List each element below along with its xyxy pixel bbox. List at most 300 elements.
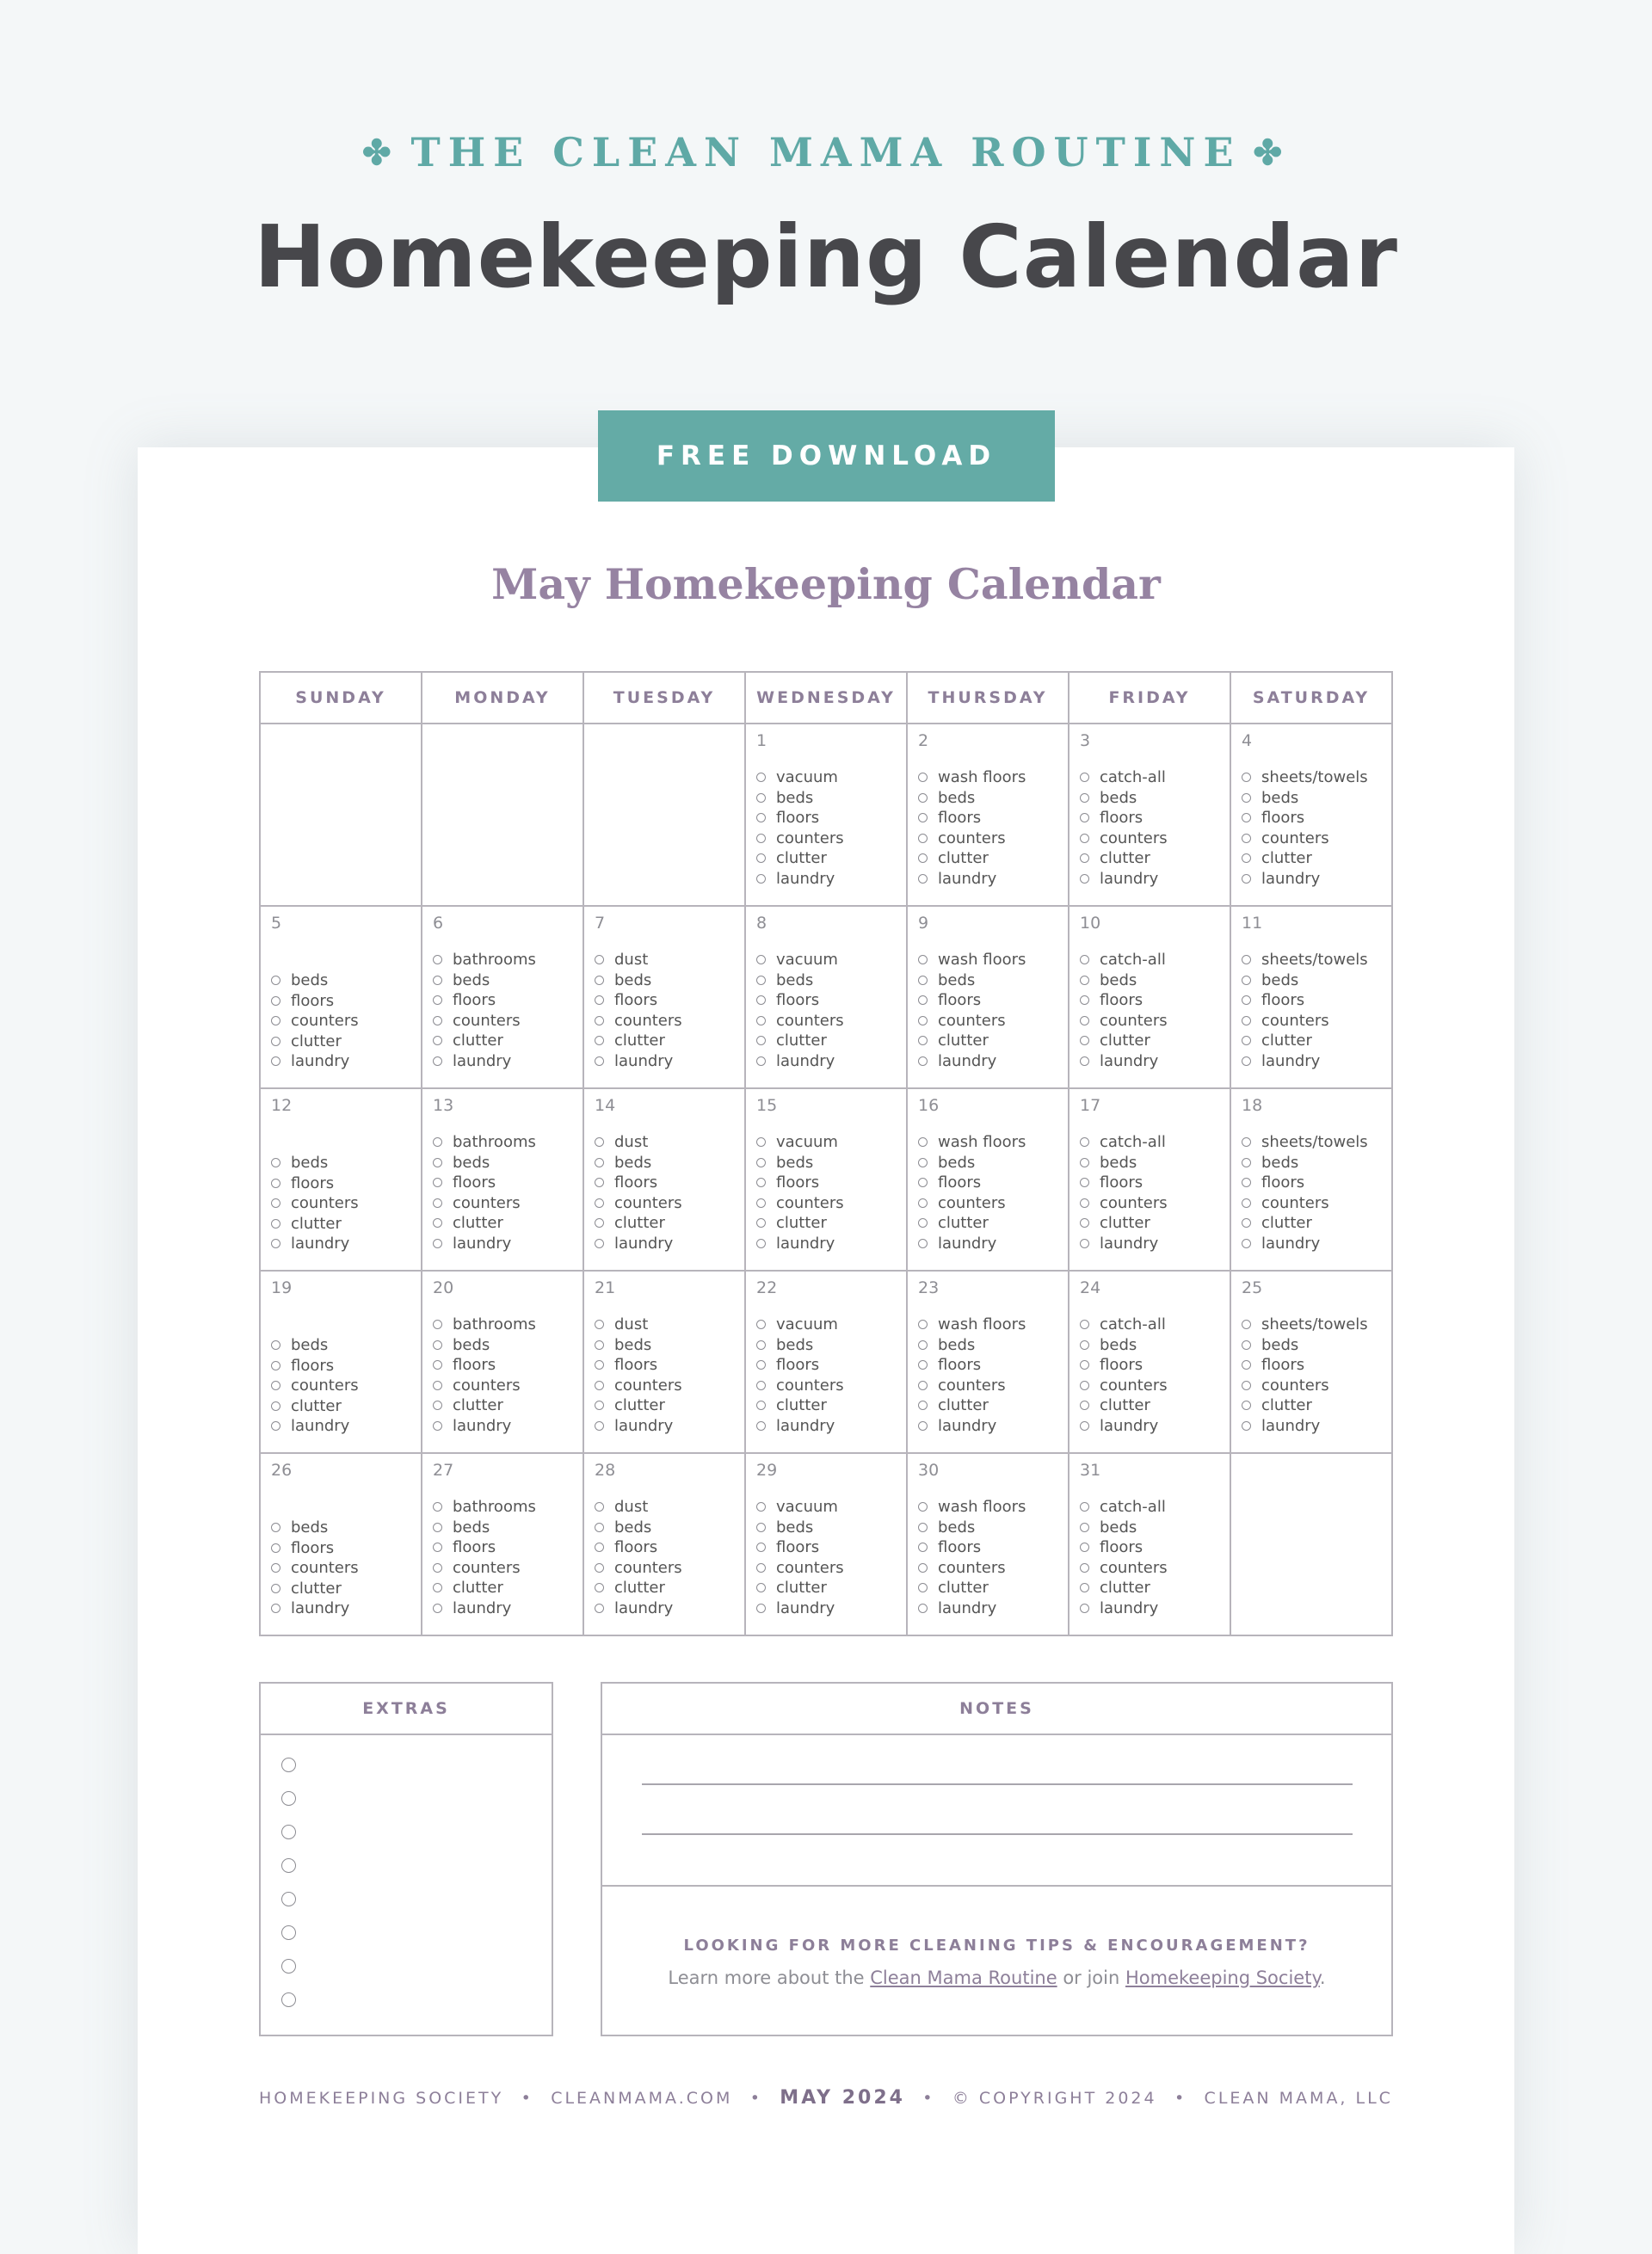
task-item[interactable] [756,1051,844,1072]
checkbox-circle-icon[interactable] [1080,1158,1089,1167]
task-item[interactable] [1080,1416,1168,1437]
task-item[interactable] [1242,1376,1368,1396]
task-item[interactable] [433,1173,536,1193]
task-item[interactable] [1080,869,1168,890]
task-item[interactable] [918,1335,1026,1356]
task-item[interactable] [756,1416,844,1437]
checkbox-circle-icon[interactable] [595,1056,604,1066]
task-item[interactable] [433,1051,536,1072]
task-item[interactable] [595,1173,682,1193]
checkbox-circle-icon[interactable] [433,1604,442,1613]
task-item[interactable] [918,1173,1026,1193]
task-item[interactable] [595,1355,682,1376]
checkbox-circle-icon[interactable] [918,1502,928,1512]
checkbox-circle-icon[interactable] [1242,773,1251,782]
task-item[interactable] [756,1497,844,1518]
task-item[interactable] [1080,970,1168,991]
task-item[interactable] [1242,1213,1368,1234]
checkbox-circle-icon[interactable] [595,1421,604,1431]
task-item[interactable] [595,1395,682,1416]
checkbox-circle-icon[interactable] [595,1340,604,1350]
task-item[interactable] [918,788,1026,809]
checkbox-circle-icon[interactable] [756,1239,766,1248]
checkbox-circle-icon[interactable] [433,976,442,985]
task-item[interactable] [918,970,1026,991]
task-item[interactable] [433,1537,536,1558]
checkbox-circle-icon[interactable] [756,1036,766,1045]
task-item[interactable] [918,848,1026,869]
checkbox-circle-icon[interactable] [433,1320,442,1329]
checkbox-circle-icon[interactable] [433,1056,442,1066]
task-item[interactable] [1080,848,1168,869]
task-item[interactable] [1242,1173,1368,1193]
task-item[interactable] [1080,1355,1168,1376]
task-item[interactable] [918,1395,1026,1416]
task-item[interactable] [1080,1376,1168,1396]
checkbox-circle-icon[interactable] [271,1037,280,1046]
checkbox-circle-icon[interactable] [918,773,928,782]
homekeeping-society-link[interactable]: Homekeeping Society [1125,1968,1320,1988]
checkbox-circle-icon[interactable] [918,1523,928,1532]
checkbox-circle-icon[interactable] [1242,813,1251,822]
checkbox-circle-icon[interactable] [1242,1137,1251,1147]
task-item[interactable] [271,1335,359,1356]
task-item[interactable] [918,828,1026,849]
checkbox-circle-icon[interactable] [918,976,928,985]
task-item[interactable] [433,990,536,1011]
checkbox-circle-icon[interactable] [1080,773,1089,782]
checkbox-circle-icon[interactable] [756,976,766,985]
task-item[interactable] [595,990,682,1011]
checkbox-circle-icon[interactable] [271,1340,280,1350]
checkbox-circle-icon[interactable] [756,813,766,822]
task-item[interactable] [1242,1355,1368,1376]
task-item[interactable] [918,1132,1026,1153]
checkbox-circle-icon[interactable] [1242,1178,1251,1187]
checkbox-circle-icon[interactable] [271,1219,280,1229]
checkbox-circle-icon[interactable] [271,976,280,985]
checkbox-circle-icon[interactable] [595,1381,604,1390]
checkbox-circle-icon[interactable] [918,1198,928,1208]
checkbox-circle-icon[interactable] [595,995,604,1005]
checkbox-circle-icon[interactable] [756,1218,766,1228]
checkbox-circle-icon[interactable] [756,1583,766,1592]
checkbox-circle-icon[interactable] [918,1421,928,1431]
task-item[interactable] [1080,808,1168,828]
checkbox-circle-icon[interactable] [271,1158,280,1167]
checkbox-circle-icon[interactable] [433,1198,442,1208]
checkbox-circle-icon[interactable] [1080,1604,1089,1613]
extras-checkbox-icon[interactable] [281,1758,296,1772]
checkbox-circle-icon[interactable] [1242,853,1251,863]
task-item[interactable] [1242,1132,1368,1153]
extras-checkbox-icon[interactable] [281,1959,296,1974]
extras-checkbox-icon[interactable] [281,1858,296,1873]
checkbox-circle-icon[interactable] [756,1198,766,1208]
task-item[interactable] [918,767,1026,788]
task-item[interactable] [271,1356,359,1376]
task-item[interactable] [1080,1234,1168,1254]
task-item[interactable] [1242,1031,1368,1051]
task-item[interactable] [433,950,536,970]
task-item[interactable] [756,828,844,849]
task-item[interactable] [433,1193,536,1214]
checkbox-circle-icon[interactable] [271,1016,280,1025]
task-item[interactable] [1242,1234,1368,1254]
checkbox-circle-icon[interactable] [1080,853,1089,863]
checkbox-circle-icon[interactable] [433,1502,442,1512]
task-item[interactable] [433,1598,536,1619]
checkbox-circle-icon[interactable] [918,1604,928,1613]
checkbox-circle-icon[interactable] [756,1137,766,1147]
checkbox-circle-icon[interactable] [918,1583,928,1592]
task-item[interactable] [756,950,844,970]
task-item[interactable] [433,1497,536,1518]
task-item[interactable] [1080,1193,1168,1214]
task-item[interactable] [595,1416,682,1437]
checkbox-circle-icon[interactable] [271,1543,280,1553]
checkbox-circle-icon[interactable] [756,1158,766,1167]
task-item[interactable] [918,1558,1026,1579]
task-item[interactable] [1242,788,1368,809]
task-item[interactable] [595,1051,682,1072]
task-item[interactable] [595,1193,682,1214]
checkbox-circle-icon[interactable] [433,1543,442,1552]
checkbox-circle-icon[interactable] [1080,1137,1089,1147]
checkbox-circle-icon[interactable] [271,1604,280,1613]
checkbox-circle-icon[interactable] [918,1401,928,1410]
task-item[interactable] [1080,1051,1168,1072]
checkbox-circle-icon[interactable] [595,1502,604,1512]
task-item[interactable] [433,1315,536,1335]
task-item[interactable] [595,1376,682,1396]
task-item[interactable] [271,1538,359,1559]
checkbox-circle-icon[interactable] [1242,1421,1251,1431]
checkbox-circle-icon[interactable] [1242,1320,1251,1329]
checkbox-circle-icon[interactable] [756,1502,766,1512]
task-item[interactable] [433,1011,536,1032]
checkbox-circle-icon[interactable] [1080,1583,1089,1592]
checkbox-circle-icon[interactable] [1080,813,1089,822]
checkbox-circle-icon[interactable] [433,1239,442,1248]
checkbox-circle-icon[interactable] [918,1340,928,1350]
checkbox-circle-icon[interactable] [756,1178,766,1187]
task-item[interactable] [595,1558,682,1579]
task-item[interactable] [918,1031,1026,1051]
checkbox-circle-icon[interactable] [433,1360,442,1370]
task-item[interactable] [1242,1051,1368,1072]
checkbox-circle-icon[interactable] [1080,1360,1089,1370]
checkbox-circle-icon[interactable] [1080,995,1089,1005]
checkbox-circle-icon[interactable] [595,976,604,985]
task-item[interactable] [1242,828,1368,849]
checkbox-circle-icon[interactable] [271,1584,280,1593]
checkbox-circle-icon[interactable] [433,1563,442,1573]
task-item[interactable] [1080,828,1168,849]
task-item[interactable] [271,1598,359,1619]
task-item[interactable] [595,1497,682,1518]
task-item[interactable] [918,1578,1026,1598]
task-item[interactable] [433,1335,536,1356]
task-item[interactable] [433,1153,536,1173]
task-item[interactable] [1080,1578,1168,1598]
task-item[interactable] [271,1193,359,1214]
task-item[interactable] [756,1537,844,1558]
checkbox-circle-icon[interactable] [1242,1239,1251,1248]
checkbox-circle-icon[interactable] [918,1543,928,1552]
checkbox-circle-icon[interactable] [1242,1218,1251,1228]
task-item[interactable] [918,1051,1026,1072]
task-item[interactable] [756,1315,844,1335]
checkbox-circle-icon[interactable] [1080,1340,1089,1350]
task-item[interactable] [918,1497,1026,1518]
task-item[interactable] [756,869,844,890]
checkbox-circle-icon[interactable] [271,996,280,1006]
task-item[interactable] [271,1396,359,1417]
task-item[interactable] [1080,1011,1168,1032]
checkbox-circle-icon[interactable] [1242,1381,1251,1390]
task-item[interactable] [918,808,1026,828]
task-item[interactable] [1080,1518,1168,1538]
checkbox-circle-icon[interactable] [1080,1401,1089,1410]
task-item[interactable] [595,1132,682,1153]
checkbox-circle-icon[interactable] [271,1361,280,1370]
extras-checkbox-icon[interactable] [281,1992,296,2007]
checkbox-circle-icon[interactable] [756,1381,766,1390]
checkbox-circle-icon[interactable] [595,955,604,964]
checkbox-circle-icon[interactable] [918,955,928,964]
checkbox-circle-icon[interactable] [1080,1239,1089,1248]
checkbox-circle-icon[interactable] [1080,1523,1089,1532]
task-item[interactable] [756,1395,844,1416]
checkbox-circle-icon[interactable] [918,1563,928,1573]
checkbox-circle-icon[interactable] [756,1340,766,1350]
checkbox-circle-icon[interactable] [756,853,766,863]
extras-checkbox-icon[interactable] [281,1892,296,1906]
checkbox-circle-icon[interactable] [1242,1198,1251,1208]
checkbox-circle-icon[interactable] [595,1604,604,1613]
task-item[interactable] [271,1416,359,1437]
checkbox-circle-icon[interactable] [918,1036,928,1045]
task-item[interactable] [918,1518,1026,1538]
checkbox-circle-icon[interactable] [756,793,766,803]
checkbox-circle-icon[interactable] [1080,874,1089,884]
checkbox-circle-icon[interactable] [1242,874,1251,884]
task-item[interactable] [1080,1153,1168,1173]
task-item[interactable] [271,1011,359,1032]
task-item[interactable] [756,1355,844,1376]
checkbox-circle-icon[interactable] [1080,1056,1089,1066]
task-item[interactable] [595,1335,682,1356]
task-item[interactable] [433,1578,536,1598]
checkbox-circle-icon[interactable] [433,1137,442,1147]
checkbox-circle-icon[interactable] [433,1036,442,1045]
task-item[interactable] [271,1153,359,1173]
checkbox-circle-icon[interactable] [918,1320,928,1329]
task-item[interactable] [595,1011,682,1032]
checkbox-circle-icon[interactable] [1242,1158,1251,1167]
task-item[interactable] [1080,1537,1168,1558]
checkbox-circle-icon[interactable] [756,773,766,782]
task-item[interactable] [756,1234,844,1254]
checkbox-circle-icon[interactable] [433,1016,442,1025]
checkbox-circle-icon[interactable] [271,1401,280,1411]
task-item[interactable] [1080,788,1168,809]
task-item[interactable] [756,1173,844,1193]
task-item[interactable] [1242,1335,1368,1356]
checkbox-circle-icon[interactable] [1242,834,1251,843]
task-item[interactable] [756,1213,844,1234]
task-item[interactable] [1242,848,1368,869]
task-item[interactable] [918,1537,1026,1558]
checkbox-circle-icon[interactable] [1242,793,1251,803]
checkbox-circle-icon[interactable] [756,1543,766,1552]
task-item[interactable] [756,1153,844,1173]
task-item[interactable] [756,788,844,809]
checkbox-circle-icon[interactable] [1080,1381,1089,1390]
checkbox-circle-icon[interactable] [595,1360,604,1370]
checkbox-circle-icon[interactable] [756,1604,766,1613]
checkbox-circle-icon[interactable] [271,1381,280,1390]
task-item[interactable] [756,1193,844,1214]
checkbox-circle-icon[interactable] [1080,1421,1089,1431]
checkbox-circle-icon[interactable] [918,1239,928,1248]
task-item[interactable] [433,1031,536,1051]
task-item[interactable] [433,970,536,991]
task-item[interactable] [1242,1416,1368,1437]
checkbox-circle-icon[interactable] [918,1137,928,1147]
task-item[interactable] [595,1315,682,1335]
task-item[interactable] [1080,1497,1168,1518]
task-item[interactable] [271,1579,359,1599]
task-item[interactable] [1080,950,1168,970]
checkbox-circle-icon[interactable] [756,955,766,964]
checkbox-circle-icon[interactable] [433,955,442,964]
checkbox-circle-icon[interactable] [756,1563,766,1573]
task-item[interactable] [1080,1395,1168,1416]
task-item[interactable] [271,1558,359,1579]
task-item[interactable] [918,950,1026,970]
extras-checkbox-icon[interactable] [281,1925,296,1940]
checkbox-circle-icon[interactable] [433,1421,442,1431]
checkbox-circle-icon[interactable] [595,1137,604,1147]
task-item[interactable] [756,1598,844,1619]
task-item[interactable] [1242,990,1368,1011]
checkbox-circle-icon[interactable] [918,834,928,843]
checkbox-circle-icon[interactable] [433,1218,442,1228]
task-item[interactable] [756,1132,844,1153]
task-item[interactable] [1242,1315,1368,1335]
task-item[interactable] [918,1011,1026,1032]
task-item[interactable] [1080,1132,1168,1153]
task-item[interactable] [595,1031,682,1051]
checkbox-circle-icon[interactable] [1080,1218,1089,1228]
task-item[interactable] [918,1234,1026,1254]
checkbox-circle-icon[interactable] [595,1218,604,1228]
task-item[interactable] [1242,808,1368,828]
task-item[interactable] [271,1032,359,1052]
task-item[interactable] [433,1416,536,1437]
checkbox-circle-icon[interactable] [271,1523,280,1532]
task-item[interactable] [1080,1213,1168,1234]
checkbox-circle-icon[interactable] [918,1056,928,1066]
checkbox-circle-icon[interactable] [756,995,766,1005]
checkbox-circle-icon[interactable] [433,1583,442,1592]
checkbox-circle-icon[interactable] [756,1360,766,1370]
task-item[interactable] [271,1518,359,1538]
task-item[interactable] [1242,950,1368,970]
task-item[interactable] [595,1598,682,1619]
checkbox-circle-icon[interactable] [756,1056,766,1066]
checkbox-circle-icon[interactable] [1080,1016,1089,1025]
checkbox-circle-icon[interactable] [1242,995,1251,1005]
checkbox-circle-icon[interactable] [1080,793,1089,803]
checkbox-circle-icon[interactable] [1242,1056,1251,1066]
checkbox-circle-icon[interactable] [756,1016,766,1025]
checkbox-circle-icon[interactable] [433,1178,442,1187]
checkbox-circle-icon[interactable] [756,1401,766,1410]
checkbox-circle-icon[interactable] [595,1320,604,1329]
checkbox-circle-icon[interactable] [756,834,766,843]
checkbox-circle-icon[interactable] [1242,1036,1251,1045]
task-item[interactable] [595,1153,682,1173]
task-item[interactable] [756,1578,844,1598]
task-item[interactable] [756,767,844,788]
task-item[interactable] [918,990,1026,1011]
task-item[interactable] [756,848,844,869]
checkbox-circle-icon[interactable] [918,1158,928,1167]
task-item[interactable] [433,1355,536,1376]
task-item[interactable] [271,991,359,1012]
checkbox-circle-icon[interactable] [595,1563,604,1573]
task-item[interactable] [918,1315,1026,1335]
task-item[interactable] [1242,1395,1368,1416]
task-item[interactable] [918,1376,1026,1396]
checkbox-circle-icon[interactable] [918,1016,928,1025]
extras-checkbox-icon[interactable] [281,1791,296,1806]
task-item[interactable] [918,1213,1026,1234]
task-item[interactable] [756,1558,844,1579]
checkbox-circle-icon[interactable] [595,1401,604,1410]
checkbox-circle-icon[interactable] [433,1158,442,1167]
checkbox-circle-icon[interactable] [1242,1360,1251,1370]
checkbox-circle-icon[interactable] [1080,1320,1089,1329]
checkbox-circle-icon[interactable] [918,1178,928,1187]
task-item[interactable] [433,1234,536,1254]
checkbox-circle-icon[interactable] [1080,1036,1089,1045]
task-item[interactable] [918,1193,1026,1214]
task-item[interactable] [918,1355,1026,1376]
checkbox-circle-icon[interactable] [595,1036,604,1045]
task-item[interactable] [433,1558,536,1579]
checkbox-circle-icon[interactable] [1080,955,1089,964]
checkbox-circle-icon[interactable] [1080,1178,1089,1187]
checkbox-circle-icon[interactable] [595,1583,604,1592]
clean-mama-routine-link[interactable]: Clean Mama Routine [870,1968,1057,1988]
checkbox-circle-icon[interactable] [756,1320,766,1329]
task-item[interactable] [918,869,1026,890]
checkbox-circle-icon[interactable] [271,1421,280,1431]
task-item[interactable] [1080,1558,1168,1579]
task-item[interactable] [1242,1193,1368,1214]
task-item[interactable] [918,1598,1026,1619]
checkbox-circle-icon[interactable] [756,1421,766,1431]
note-line[interactable] [642,1833,1353,1835]
task-item[interactable] [1242,970,1368,991]
checkbox-circle-icon[interactable] [1242,976,1251,985]
checkbox-circle-icon[interactable] [1242,1401,1251,1410]
task-item[interactable] [271,970,359,991]
